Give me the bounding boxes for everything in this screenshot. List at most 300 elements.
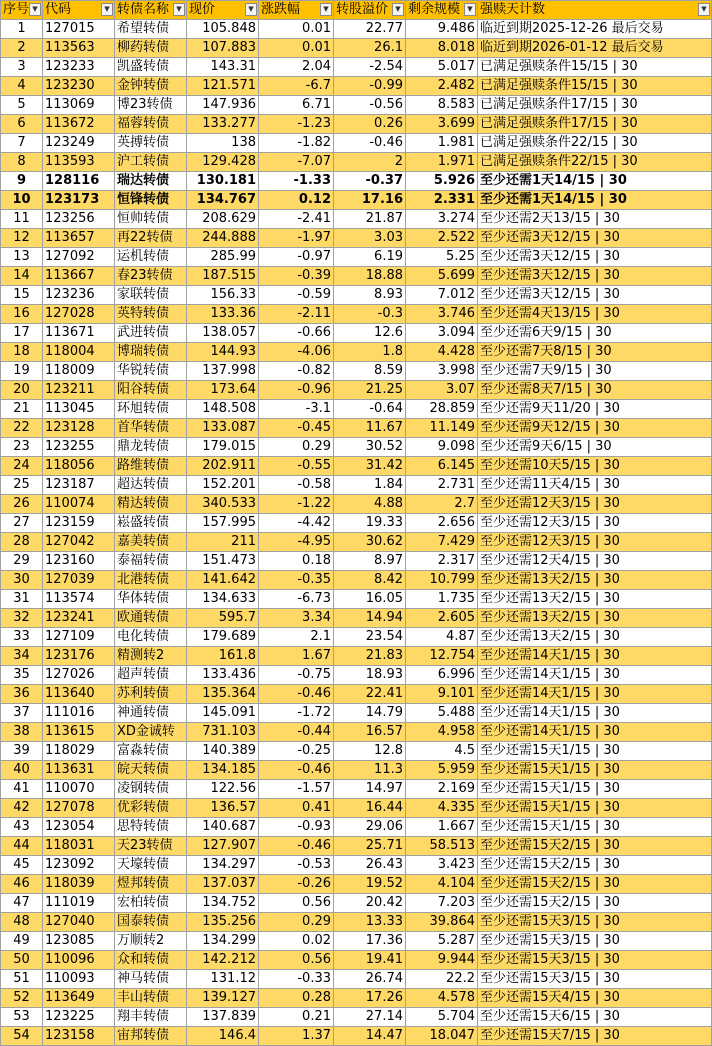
cell-code[interactable]: 123160 bbox=[43, 552, 115, 571]
cell-name[interactable]: 凌钢转债 bbox=[115, 780, 187, 799]
cell-change[interactable]: 2.1 bbox=[259, 628, 334, 647]
cell-change[interactable]: -1.57 bbox=[259, 780, 334, 799]
cell-name[interactable]: 嘉美转债 bbox=[115, 533, 187, 552]
table-row[interactable] bbox=[1, 799, 712, 818]
cell-code[interactable]: 123187 bbox=[43, 476, 115, 495]
table-row[interactable] bbox=[1, 343, 712, 362]
cell-remaining[interactable]: 3.746 bbox=[406, 305, 478, 324]
cell-name[interactable]: 福蓉转债 bbox=[115, 115, 187, 134]
table-row[interactable] bbox=[1, 647, 712, 666]
cell-index[interactable]: 53 bbox=[1, 1008, 43, 1027]
table-row[interactable] bbox=[1, 1027, 712, 1046]
cell-code[interactable]: 127040 bbox=[43, 913, 115, 932]
cell-name[interactable]: 苏利转债 bbox=[115, 685, 187, 704]
cell-change[interactable]: 0.12 bbox=[259, 191, 334, 210]
cell-name[interactable]: 宙邦转债 bbox=[115, 1027, 187, 1046]
cell-premium[interactable]: 19.52 bbox=[334, 875, 406, 894]
table-row[interactable] bbox=[1, 20, 712, 39]
cell-code[interactable]: 123225 bbox=[43, 1008, 115, 1027]
cell-code[interactable]: 123255 bbox=[43, 438, 115, 457]
cell-change[interactable]: -3.1 bbox=[259, 400, 334, 419]
cell-redeem-status[interactable]: 至少还需3天12/15 | 30 bbox=[478, 267, 712, 286]
cell-change[interactable]: -2.41 bbox=[259, 210, 334, 229]
cell-code[interactable]: 113593 bbox=[43, 153, 115, 172]
cell-change[interactable]: -0.75 bbox=[259, 666, 334, 685]
table-row[interactable] bbox=[1, 628, 712, 647]
cell-premium[interactable]: 8.97 bbox=[334, 552, 406, 571]
cell-redeem-status[interactable]: 至少还需1天14/15 | 30 bbox=[478, 172, 712, 191]
cell-premium[interactable]: 26.43 bbox=[334, 856, 406, 875]
cell-code[interactable]: 118031 bbox=[43, 837, 115, 856]
cell-price[interactable]: 121.571 bbox=[187, 77, 259, 96]
cell-index[interactable]: 45 bbox=[1, 856, 43, 875]
cell-code[interactable]: 118009 bbox=[43, 362, 115, 381]
cell-index[interactable]: 42 bbox=[1, 799, 43, 818]
cell-code[interactable]: 123159 bbox=[43, 514, 115, 533]
cell-premium[interactable]: 31.42 bbox=[334, 457, 406, 476]
filter-dropdown-icon[interactable]: ▼ bbox=[101, 3, 113, 16]
cell-redeem-status[interactable]: 至少还需13天2/15 | 30 bbox=[478, 590, 712, 609]
cell-remaining[interactable]: 7.203 bbox=[406, 894, 478, 913]
cell-code[interactable]: 123173 bbox=[43, 191, 115, 210]
table-row[interactable] bbox=[1, 96, 712, 115]
cell-code[interactable]: 118039 bbox=[43, 875, 115, 894]
cell-premium[interactable]: 14.79 bbox=[334, 704, 406, 723]
cell-premium[interactable]: 19.41 bbox=[334, 951, 406, 970]
cell-index[interactable]: 30 bbox=[1, 571, 43, 590]
cell-premium[interactable]: 3.03 bbox=[334, 229, 406, 248]
cell-redeem-status[interactable]: 至少还需12天4/15 | 30 bbox=[478, 552, 712, 571]
cell-redeem-status[interactable]: 至少还需15天4/15 | 30 bbox=[478, 989, 712, 1008]
table-row[interactable] bbox=[1, 856, 712, 875]
cell-premium[interactable]: 14.97 bbox=[334, 780, 406, 799]
cell-price[interactable]: 130.181 bbox=[187, 172, 259, 191]
cell-price[interactable]: 137.998 bbox=[187, 362, 259, 381]
cell-change[interactable]: 3.34 bbox=[259, 609, 334, 628]
cell-index[interactable]: 29 bbox=[1, 552, 43, 571]
cell-name[interactable]: 鼎龙转债 bbox=[115, 438, 187, 457]
cell-code[interactable]: 110096 bbox=[43, 951, 115, 970]
cell-index[interactable]: 18 bbox=[1, 343, 43, 362]
cell-name[interactable]: XD金诚转 bbox=[115, 723, 187, 742]
cell-redeem-status[interactable]: 至少还需15天2/15 | 30 bbox=[478, 894, 712, 913]
cell-premium[interactable]: 23.54 bbox=[334, 628, 406, 647]
cell-remaining[interactable]: 10.799 bbox=[406, 571, 478, 590]
cell-name[interactable]: 华锐转债 bbox=[115, 362, 187, 381]
cell-index[interactable]: 13 bbox=[1, 248, 43, 267]
cell-price[interactable]: 139.127 bbox=[187, 989, 259, 1008]
cell-change[interactable]: -0.44 bbox=[259, 723, 334, 742]
cell-remaining[interactable]: 1.971 bbox=[406, 153, 478, 172]
cell-name[interactable]: 瑞达转债 bbox=[115, 172, 187, 191]
table-row[interactable] bbox=[1, 210, 712, 229]
cell-premium[interactable]: 11.3 bbox=[334, 761, 406, 780]
cell-name[interactable]: 丰山转债 bbox=[115, 989, 187, 1008]
cell-code[interactable]: 110093 bbox=[43, 970, 115, 989]
cell-change[interactable]: -0.55 bbox=[259, 457, 334, 476]
cell-redeem-status[interactable]: 至少还需6天9/15 | 30 bbox=[478, 324, 712, 343]
cell-redeem-status[interactable]: 至少还需12天3/15 | 30 bbox=[478, 514, 712, 533]
table-row[interactable] bbox=[1, 77, 712, 96]
table-row[interactable] bbox=[1, 913, 712, 932]
table-row[interactable] bbox=[1, 381, 712, 400]
table-row[interactable] bbox=[1, 229, 712, 248]
cell-price[interactable]: 134.299 bbox=[187, 932, 259, 951]
cell-price[interactable]: 179.689 bbox=[187, 628, 259, 647]
cell-redeem-status[interactable]: 至少还需9天12/15 | 30 bbox=[478, 419, 712, 438]
cell-change[interactable]: -0.58 bbox=[259, 476, 334, 495]
cell-redeem-status[interactable]: 至少还需15天1/15 | 30 bbox=[478, 761, 712, 780]
cell-index[interactable]: 50 bbox=[1, 951, 43, 970]
table-row[interactable] bbox=[1, 761, 712, 780]
cell-change[interactable]: -0.33 bbox=[259, 970, 334, 989]
cell-index[interactable]: 3 bbox=[1, 58, 43, 77]
cell-code[interactable]: 113649 bbox=[43, 989, 115, 1008]
cell-remaining[interactable]: 3.07 bbox=[406, 381, 478, 400]
cell-name[interactable]: 泰福转债 bbox=[115, 552, 187, 571]
table-row[interactable] bbox=[1, 286, 712, 305]
cell-name[interactable]: 沪工转债 bbox=[115, 153, 187, 172]
cell-premium[interactable]: -0.37 bbox=[334, 172, 406, 191]
table-row[interactable] bbox=[1, 39, 712, 58]
cell-name[interactable]: 阳谷转债 bbox=[115, 381, 187, 400]
cell-premium[interactable]: -0.56 bbox=[334, 96, 406, 115]
cell-price[interactable]: 211 bbox=[187, 533, 259, 552]
cell-code[interactable]: 123092 bbox=[43, 856, 115, 875]
cell-redeem-status[interactable]: 至少还需15天3/15 | 30 bbox=[478, 913, 712, 932]
cell-remaining[interactable]: 5.699 bbox=[406, 267, 478, 286]
cell-redeem-status[interactable]: 至少还需14天1/15 | 30 bbox=[478, 685, 712, 704]
cell-name[interactable]: 英搏转债 bbox=[115, 134, 187, 153]
cell-code[interactable]: 111016 bbox=[43, 704, 115, 723]
cell-name[interactable]: 煜邦转债 bbox=[115, 875, 187, 894]
cell-redeem-status[interactable]: 已满足强赎条件22/15 | 30 bbox=[478, 153, 712, 172]
cell-redeem-status[interactable]: 至少还需15天1/15 | 30 bbox=[478, 799, 712, 818]
cell-code[interactable]: 123158 bbox=[43, 1027, 115, 1046]
table-row[interactable] bbox=[1, 666, 712, 685]
cell-price[interactable]: 134.297 bbox=[187, 856, 259, 875]
cell-remaining[interactable]: 11.149 bbox=[406, 419, 478, 438]
cell-remaining[interactable]: 2.331 bbox=[406, 191, 478, 210]
cell-premium[interactable]: 8.42 bbox=[334, 571, 406, 590]
cell-remaining[interactable]: 18.047 bbox=[406, 1027, 478, 1046]
cell-redeem-status[interactable]: 至少还需9天11/20 | 30 bbox=[478, 400, 712, 419]
cell-premium[interactable]: 8.59 bbox=[334, 362, 406, 381]
cell-premium[interactable]: 21.83 bbox=[334, 647, 406, 666]
cell-name[interactable]: 武进转债 bbox=[115, 324, 187, 343]
cell-premium[interactable]: -0.99 bbox=[334, 77, 406, 96]
cell-index[interactable]: 8 bbox=[1, 153, 43, 172]
cell-redeem-status[interactable]: 至少还需15天2/15 | 30 bbox=[478, 856, 712, 875]
cell-premium[interactable]: 30.52 bbox=[334, 438, 406, 457]
cell-change[interactable]: -4.42 bbox=[259, 514, 334, 533]
cell-remaining[interactable]: 7.012 bbox=[406, 286, 478, 305]
cell-remaining[interactable]: 6.145 bbox=[406, 457, 478, 476]
cell-premium[interactable]: 29.06 bbox=[334, 818, 406, 837]
cell-name[interactable]: 翔丰转债 bbox=[115, 1008, 187, 1027]
cell-name[interactable]: 金钟转债 bbox=[115, 77, 187, 96]
cell-index[interactable]: 28 bbox=[1, 533, 43, 552]
cell-change[interactable]: -0.46 bbox=[259, 761, 334, 780]
cell-redeem-status[interactable]: 至少还需14天1/15 | 30 bbox=[478, 647, 712, 666]
cell-redeem-status[interactable]: 至少还需10天5/15 | 30 bbox=[478, 457, 712, 476]
cell-redeem-status[interactable]: 至少还需15天1/15 | 30 bbox=[478, 742, 712, 761]
cell-premium[interactable]: 17.26 bbox=[334, 989, 406, 1008]
cell-change[interactable]: -0.26 bbox=[259, 875, 334, 894]
cell-remaining[interactable]: 2.605 bbox=[406, 609, 478, 628]
cell-remaining[interactable]: 5.25 bbox=[406, 248, 478, 267]
cell-remaining[interactable]: 22.2 bbox=[406, 970, 478, 989]
cell-name[interactable]: 希望转债 bbox=[115, 20, 187, 39]
cell-premium[interactable]: 4.88 bbox=[334, 495, 406, 514]
cell-name[interactable]: 英特转债 bbox=[115, 305, 187, 324]
cell-price[interactable]: 107.883 bbox=[187, 39, 259, 58]
cell-code[interactable]: 113574 bbox=[43, 590, 115, 609]
cell-premium[interactable]: -0.3 bbox=[334, 305, 406, 324]
cell-name[interactable]: 富淼转债 bbox=[115, 742, 187, 761]
cell-price[interactable]: 142.212 bbox=[187, 951, 259, 970]
cell-name[interactable]: 电化转债 bbox=[115, 628, 187, 647]
cell-name[interactable]: 恒帅转债 bbox=[115, 210, 187, 229]
cell-premium[interactable]: 12.8 bbox=[334, 742, 406, 761]
cell-change[interactable]: 0.29 bbox=[259, 913, 334, 932]
cell-remaining[interactable]: 9.944 bbox=[406, 951, 478, 970]
table-row[interactable] bbox=[1, 951, 712, 970]
cell-code[interactable]: 127026 bbox=[43, 666, 115, 685]
cell-premium[interactable]: 2 bbox=[334, 153, 406, 172]
cell-redeem-status[interactable]: 至少还需15天6/15 | 30 bbox=[478, 1008, 712, 1027]
cell-price[interactable]: 134.767 bbox=[187, 191, 259, 210]
cell-price[interactable]: 285.99 bbox=[187, 248, 259, 267]
cell-code[interactable]: 123085 bbox=[43, 932, 115, 951]
cell-change[interactable]: 0.21 bbox=[259, 1008, 334, 1027]
cell-index[interactable]: 16 bbox=[1, 305, 43, 324]
cell-remaining[interactable]: 3.998 bbox=[406, 362, 478, 381]
cell-remaining[interactable]: 4.5 bbox=[406, 742, 478, 761]
cell-name[interactable]: 柳药转债 bbox=[115, 39, 187, 58]
cell-name[interactable]: 万顺转2 bbox=[115, 932, 187, 951]
cell-remaining[interactable]: 2.656 bbox=[406, 514, 478, 533]
table-row[interactable] bbox=[1, 267, 712, 286]
table-row[interactable] bbox=[1, 438, 712, 457]
cell-code[interactable]: 113069 bbox=[43, 96, 115, 115]
cell-change[interactable]: -0.66 bbox=[259, 324, 334, 343]
cell-remaining[interactable]: 4.958 bbox=[406, 723, 478, 742]
cell-name[interactable]: 恒锋转债 bbox=[115, 191, 187, 210]
cell-index[interactable]: 24 bbox=[1, 457, 43, 476]
cell-redeem-status[interactable]: 至少还需3天12/15 | 30 bbox=[478, 286, 712, 305]
cell-index[interactable]: 14 bbox=[1, 267, 43, 286]
cell-code[interactable]: 127028 bbox=[43, 305, 115, 324]
cell-change[interactable]: 0.56 bbox=[259, 951, 334, 970]
cell-change[interactable]: -4.06 bbox=[259, 343, 334, 362]
cell-price[interactable]: 138.057 bbox=[187, 324, 259, 343]
cell-name[interactable]: 天23转债 bbox=[115, 837, 187, 856]
cell-name[interactable]: 皖天转债 bbox=[115, 761, 187, 780]
cell-price[interactable]: 129.428 bbox=[187, 153, 259, 172]
cell-redeem-status[interactable]: 临近到期2025-12-26 最后交易 bbox=[478, 20, 712, 39]
table-row[interactable] bbox=[1, 191, 712, 210]
cell-redeem-status[interactable]: 至少还需15天1/15 | 30 bbox=[478, 780, 712, 799]
cell-redeem-status[interactable]: 临近到期2026-01-12 最后交易 bbox=[478, 39, 712, 58]
table-row[interactable] bbox=[1, 875, 712, 894]
cell-premium[interactable]: 6.19 bbox=[334, 248, 406, 267]
cell-redeem-status[interactable]: 已满足强赎条件22/15 | 30 bbox=[478, 134, 712, 153]
cell-premium[interactable]: 16.44 bbox=[334, 799, 406, 818]
cell-change[interactable]: -0.97 bbox=[259, 248, 334, 267]
cell-index[interactable]: 20 bbox=[1, 381, 43, 400]
cell-remaining[interactable]: 8.583 bbox=[406, 96, 478, 115]
cell-index[interactable]: 40 bbox=[1, 761, 43, 780]
cell-remaining[interactable]: 4.335 bbox=[406, 799, 478, 818]
cell-change[interactable]: -0.25 bbox=[259, 742, 334, 761]
cell-code[interactable]: 123230 bbox=[43, 77, 115, 96]
table-row[interactable] bbox=[1, 305, 712, 324]
cell-premium[interactable]: 21.87 bbox=[334, 210, 406, 229]
cell-change[interactable]: -1.33 bbox=[259, 172, 334, 191]
cell-change[interactable]: -1.72 bbox=[259, 704, 334, 723]
cell-name[interactable]: 环旭转债 bbox=[115, 400, 187, 419]
cell-price[interactable]: 161.8 bbox=[187, 647, 259, 666]
cell-premium[interactable]: 18.88 bbox=[334, 267, 406, 286]
table-row[interactable] bbox=[1, 742, 712, 761]
cell-change[interactable]: 1.67 bbox=[259, 647, 334, 666]
cell-code[interactable]: 113672 bbox=[43, 115, 115, 134]
cell-name[interactable]: 众和转债 bbox=[115, 951, 187, 970]
cell-price[interactable]: 157.995 bbox=[187, 514, 259, 533]
cell-index[interactable]: 43 bbox=[1, 818, 43, 837]
cell-change[interactable]: 6.71 bbox=[259, 96, 334, 115]
cell-premium[interactable]: 14.47 bbox=[334, 1027, 406, 1046]
cell-remaining[interactable]: 5.704 bbox=[406, 1008, 478, 1027]
cell-redeem-status[interactable]: 至少还需15天2/15 | 30 bbox=[478, 837, 712, 856]
filter-dropdown-icon[interactable]: ▼ bbox=[245, 3, 257, 16]
cell-name[interactable]: 神通转债 bbox=[115, 704, 187, 723]
cell-price[interactable]: 147.936 bbox=[187, 96, 259, 115]
table-row[interactable] bbox=[1, 723, 712, 742]
cell-redeem-status[interactable]: 至少还需11天4/15 | 30 bbox=[478, 476, 712, 495]
cell-remaining[interactable]: 9.101 bbox=[406, 685, 478, 704]
cell-name[interactable]: 超声转债 bbox=[115, 666, 187, 685]
cell-price[interactable]: 173.64 bbox=[187, 381, 259, 400]
cell-change[interactable]: -0.53 bbox=[259, 856, 334, 875]
cell-price[interactable]: 127.907 bbox=[187, 837, 259, 856]
cell-index[interactable]: 10 bbox=[1, 191, 43, 210]
cell-name[interactable]: 超达转债 bbox=[115, 476, 187, 495]
cell-premium[interactable]: 13.33 bbox=[334, 913, 406, 932]
cell-remaining[interactable]: 4.578 bbox=[406, 989, 478, 1008]
cell-change[interactable]: 0.01 bbox=[259, 39, 334, 58]
cell-price[interactable]: 146.4 bbox=[187, 1027, 259, 1046]
cell-price[interactable]: 148.508 bbox=[187, 400, 259, 419]
cell-index[interactable]: 7 bbox=[1, 134, 43, 153]
cell-remaining[interactable]: 3.699 bbox=[406, 115, 478, 134]
cell-name[interactable]: 凯盛转债 bbox=[115, 58, 187, 77]
cell-redeem-status[interactable]: 至少还需13天2/15 | 30 bbox=[478, 571, 712, 590]
cell-price[interactable]: 135.256 bbox=[187, 913, 259, 932]
cell-price[interactable]: 140.389 bbox=[187, 742, 259, 761]
cell-code[interactable]: 118029 bbox=[43, 742, 115, 761]
cell-code[interactable]: 127015 bbox=[43, 20, 115, 39]
cell-premium[interactable]: 8.93 bbox=[334, 286, 406, 305]
cell-premium[interactable]: 22.77 bbox=[334, 20, 406, 39]
cell-remaining[interactable]: 3.423 bbox=[406, 856, 478, 875]
filter-dropdown-icon[interactable]: ▼ bbox=[29, 3, 41, 16]
cell-change[interactable]: -0.96 bbox=[259, 381, 334, 400]
cell-name[interactable]: 首华转债 bbox=[115, 419, 187, 438]
cell-remaining[interactable]: 4.428 bbox=[406, 343, 478, 362]
cell-redeem-status[interactable]: 至少还需15天7/15 | 30 bbox=[478, 1027, 712, 1046]
cell-index[interactable]: 9 bbox=[1, 172, 43, 191]
cell-name[interactable]: 宏柏转债 bbox=[115, 894, 187, 913]
cell-change[interactable]: -1.23 bbox=[259, 115, 334, 134]
cell-redeem-status[interactable]: 至少还需12天3/15 | 30 bbox=[478, 533, 712, 552]
cell-price[interactable]: 595.7 bbox=[187, 609, 259, 628]
cell-redeem-status[interactable]: 至少还需9天6/15 | 30 bbox=[478, 438, 712, 457]
cell-redeem-status[interactable]: 至少还需7天8/15 | 30 bbox=[478, 343, 712, 362]
table-row[interactable] bbox=[1, 419, 712, 438]
cell-price[interactable]: 141.642 bbox=[187, 571, 259, 590]
cell-change[interactable]: 0.18 bbox=[259, 552, 334, 571]
cell-remaining[interactable]: 9.486 bbox=[406, 20, 478, 39]
cell-premium[interactable]: 16.05 bbox=[334, 590, 406, 609]
cell-change[interactable]: -1.97 bbox=[259, 229, 334, 248]
cell-code[interactable]: 123233 bbox=[43, 58, 115, 77]
cell-code[interactable]: 123128 bbox=[43, 419, 115, 438]
cell-premium[interactable]: -0.46 bbox=[334, 134, 406, 153]
cell-change[interactable]: -7.07 bbox=[259, 153, 334, 172]
cell-premium[interactable]: -0.64 bbox=[334, 400, 406, 419]
filter-dropdown-icon[interactable]: ▼ bbox=[698, 3, 710, 16]
table-row[interactable] bbox=[1, 818, 712, 837]
table-row[interactable] bbox=[1, 153, 712, 172]
cell-change[interactable]: 2.04 bbox=[259, 58, 334, 77]
cell-price[interactable]: 156.33 bbox=[187, 286, 259, 305]
table-row[interactable] bbox=[1, 932, 712, 951]
cell-name[interactable]: 精测转2 bbox=[115, 647, 187, 666]
table-row[interactable] bbox=[1, 362, 712, 381]
cell-change[interactable]: 0.01 bbox=[259, 20, 334, 39]
cell-index[interactable]: 27 bbox=[1, 514, 43, 533]
cell-remaining[interactable]: 2.169 bbox=[406, 780, 478, 799]
cell-index[interactable]: 38 bbox=[1, 723, 43, 742]
cell-premium[interactable]: 17.16 bbox=[334, 191, 406, 210]
cell-index[interactable]: 51 bbox=[1, 970, 43, 989]
cell-remaining[interactable]: 1.981 bbox=[406, 134, 478, 153]
cell-change[interactable]: -2.11 bbox=[259, 305, 334, 324]
cell-index[interactable]: 36 bbox=[1, 685, 43, 704]
cell-name[interactable]: 博23转债 bbox=[115, 96, 187, 115]
cell-index[interactable]: 22 bbox=[1, 419, 43, 438]
cell-change[interactable]: -0.93 bbox=[259, 818, 334, 837]
cell-redeem-status[interactable]: 至少还需13天2/15 | 30 bbox=[478, 609, 712, 628]
cell-redeem-status[interactable]: 至少还需14天1/15 | 30 bbox=[478, 723, 712, 742]
cell-code[interactable]: 123211 bbox=[43, 381, 115, 400]
filter-dropdown-icon[interactable]: ▼ bbox=[173, 3, 185, 16]
cell-index[interactable]: 12 bbox=[1, 229, 43, 248]
cell-price[interactable]: 202.911 bbox=[187, 457, 259, 476]
cell-price[interactable]: 134.752 bbox=[187, 894, 259, 913]
table-row[interactable] bbox=[1, 115, 712, 134]
cell-name[interactable]: 天壕转债 bbox=[115, 856, 187, 875]
cell-index[interactable]: 26 bbox=[1, 495, 43, 514]
cell-code[interactable]: 113671 bbox=[43, 324, 115, 343]
cell-index[interactable]: 6 bbox=[1, 115, 43, 134]
cell-code[interactable]: 113640 bbox=[43, 685, 115, 704]
cell-index[interactable]: 32 bbox=[1, 609, 43, 628]
cell-redeem-status[interactable]: 至少还需14天1/15 | 30 bbox=[478, 666, 712, 685]
cell-name[interactable]: 精达转债 bbox=[115, 495, 187, 514]
